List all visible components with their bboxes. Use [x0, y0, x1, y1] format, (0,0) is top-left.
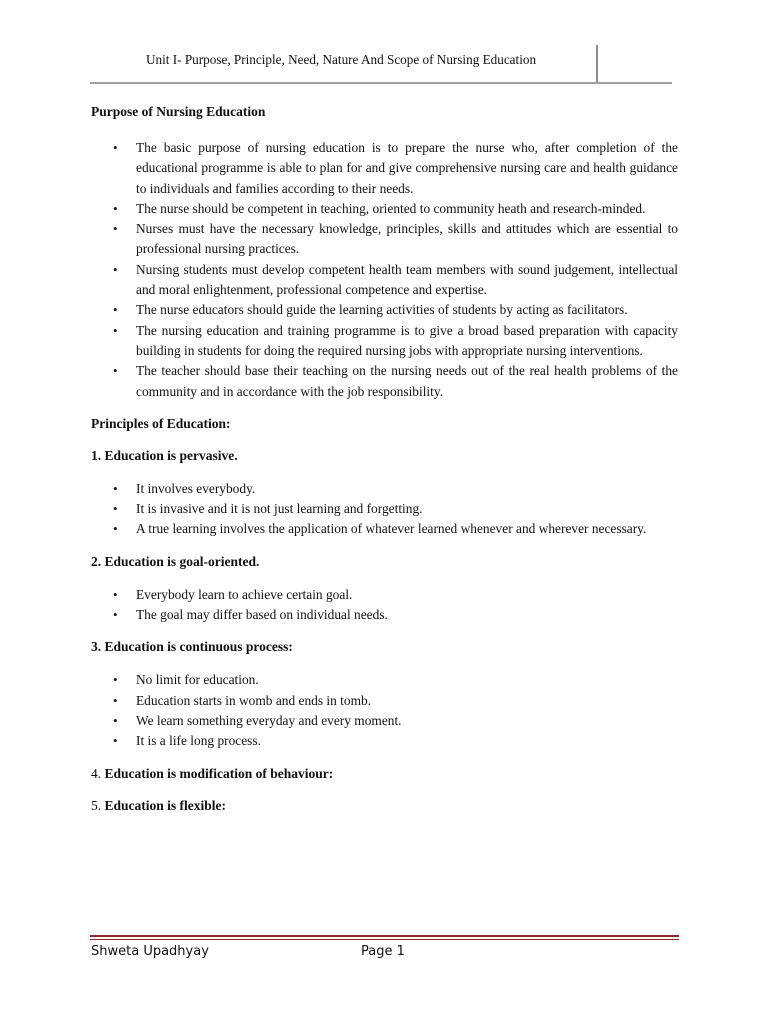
- bullet-icon: •: [113, 672, 118, 688]
- continuous-list: [91, 670, 678, 751]
- bullet-icon: •: [113, 733, 118, 749]
- bullet-icon: •: [113, 363, 118, 379]
- footer-rule-thick: [90, 935, 679, 937]
- document-body: [91, 103, 678, 815]
- list-item: • It involves everybody.: [91, 479, 678, 499]
- footer-page-number: Page 1: [361, 944, 405, 959]
- section-heading-flexible: [91, 797, 678, 815]
- bullet-icon: •: [113, 140, 118, 155]
- bullet-icon: •: [113, 586, 118, 602]
- section-number: 5.: [91, 797, 102, 813]
- purpose-list: [91, 138, 678, 402]
- bullet-icon: •: [113, 221, 118, 237]
- header-divider-horizontal: [90, 82, 672, 84]
- bullet-icon: •: [113, 501, 118, 517]
- list-item: • It is a life long process.: [91, 731, 678, 751]
- page-header-title: Unit I- Purpose, Principle, Need, Nature And Scope of Nursing Education: [146, 52, 537, 67]
- header-divider-vertical: [596, 45, 598, 84]
- bullet-icon: •: [113, 261, 118, 277]
- footer-rule-thin: [90, 939, 679, 940]
- list-item: • Nursing students must develop competent health team members with sound judgement, intellectual and moral enlightenment, professional competence and expertise.: [113, 261, 678, 298]
- section-title: Education is modification of behaviour:: [104, 765, 334, 781]
- footer-author: Shweta Upadhyay: [91, 944, 209, 959]
- section-heading-modification: [91, 765, 678, 783]
- bullet-icon: •: [113, 200, 118, 216]
- section-number: 4.: [91, 765, 102, 781]
- section-heading-goal-oriented: 2. Education is goal-oriented.: [91, 553, 260, 569]
- bullet-icon: •: [113, 712, 118, 728]
- section-title: Education is flexible:: [104, 797, 227, 813]
- pervasive-list: [91, 479, 678, 540]
- list-item: • The basic purpose of nursing education is to prepare the nurse who, after completion of the educational programme is able to plan for and give comprehensive nursing care and health guidance to individuals and families according to their needs.: [113, 140, 678, 196]
- list-item: • No limit for education.: [91, 670, 678, 690]
- list-item: • The nursing education and training programme is to give a broad based preparation with capacity building in students for doing the required nursing jobs with appropriate nursing interventions.: [113, 322, 678, 358]
- bullet-icon: •: [113, 607, 118, 623]
- list-item: • The goal may differ based on individual needs.: [91, 605, 678, 625]
- list-item: • Everybody learn to achieve certain goal.: [91, 585, 678, 605]
- bullet-icon: •: [113, 302, 118, 318]
- bullet-icon: •: [113, 692, 118, 708]
- bullet-icon: •: [113, 480, 118, 496]
- list-item: • The nurse should be competent in teaching, oriented to community heath and research-minded.: [91, 199, 678, 219]
- section-heading-pervasive: 1. Education is pervasive.: [91, 447, 238, 463]
- list-item: • A true learning involves the application of whatever learned whenever and wherever necessary.: [91, 519, 678, 539]
- list-item: • We learn something everyday and every moment.: [91, 711, 678, 731]
- purpose-heading: Purpose of Nursing Education: [91, 104, 266, 119]
- bullet-icon: •: [113, 322, 118, 338]
- bullet-icon: •: [113, 521, 118, 537]
- section-heading-continuous: 3. Education is continuous process:: [91, 639, 293, 655]
- list-item: • The nurse educators should guide the learning activities of students by acting as facilitators.: [91, 300, 678, 320]
- list-item: • Nurses must have the necessary knowledge, principles, skills and attitudes which are essential to professional nursing practices.: [113, 221, 678, 257]
- goal-oriented-list: [91, 585, 678, 626]
- list-item: • The teacher should base their teaching on the nursing needs out of the real health problems of the community and in accordance with the job responsibility.: [113, 363, 678, 399]
- list-item: • Education starts in womb and ends in tomb.: [91, 691, 678, 711]
- principles-heading: Principles of Education:: [91, 415, 231, 431]
- list-item: • It is invasive and it is not just learning and forgetting.: [91, 499, 678, 519]
